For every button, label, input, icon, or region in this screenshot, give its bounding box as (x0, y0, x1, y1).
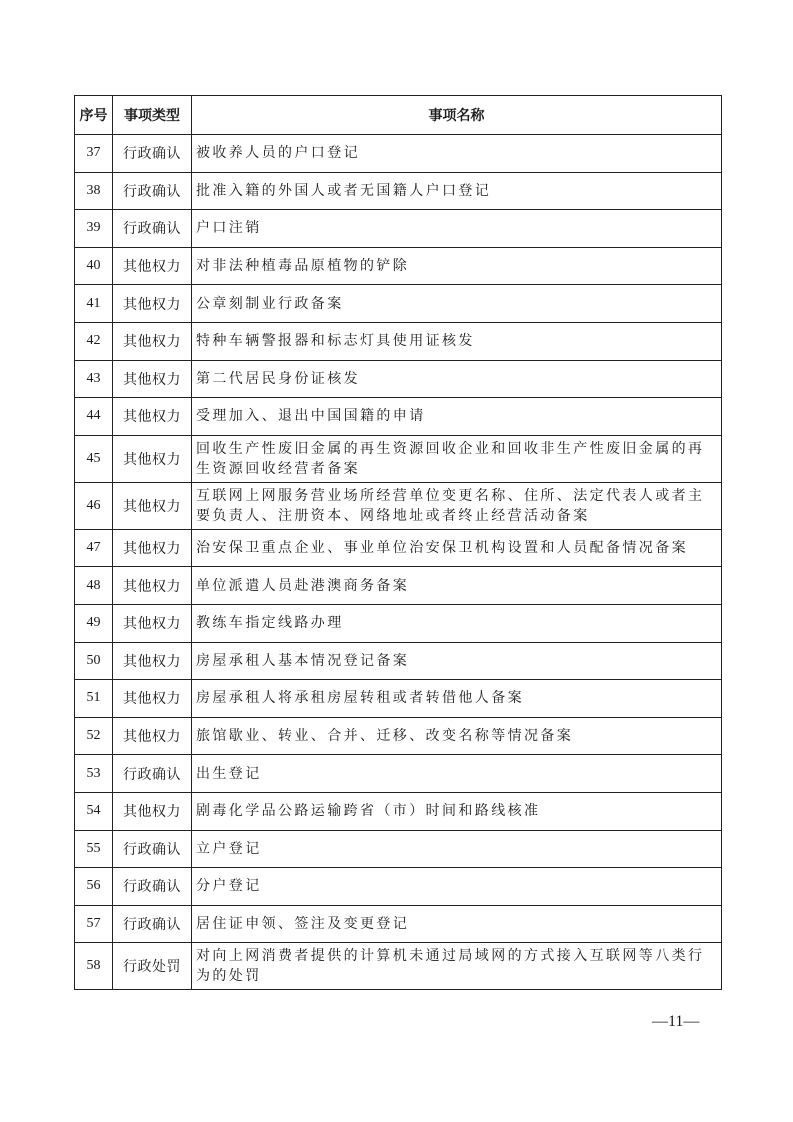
row-type: 行政确认 (113, 135, 192, 173)
table-row (75, 905, 722, 943)
row-number: 49 (75, 604, 113, 642)
table-row (75, 529, 722, 567)
table-row (75, 322, 722, 360)
table-row (75, 868, 722, 906)
row-type: 其他权力 (113, 604, 192, 642)
row-number: 50 (75, 642, 113, 680)
row-name: 特种车辆警报器和标志灯具使用证核发 (192, 322, 722, 360)
header-no: 序号 (75, 96, 113, 135)
row-name: 回收生产性废旧金属的再生资源回收企业和回收非生产性废旧金属的再生资源回收经营者备案 (192, 435, 722, 482)
row-type: 其他权力 (113, 360, 192, 398)
row-type: 其他权力 (113, 717, 192, 755)
table-row (75, 792, 722, 830)
row-type: 行政确认 (113, 905, 192, 943)
row-type: 其他权力 (113, 529, 192, 567)
row-number: 58 (75, 943, 113, 990)
table-row (75, 247, 722, 285)
row-number: 37 (75, 135, 113, 173)
row-type: 其他权力 (113, 322, 192, 360)
row-name: 剧毒化学品公路运输跨省（市）时间和路线核准 (192, 792, 722, 830)
row-number: 40 (75, 247, 113, 285)
row-number: 53 (75, 755, 113, 793)
header-row (75, 96, 722, 135)
table-row (75, 755, 722, 793)
table-body (75, 135, 722, 990)
row-type: 行政确认 (113, 172, 192, 210)
row-number: 57 (75, 905, 113, 943)
row-number: 52 (75, 717, 113, 755)
row-name: 互联网上网服务营业场所经营单位变更名称、住所、法定代表人或者主要负责人、注册资本、网络地址或者终止经营活动备案 (192, 482, 722, 529)
table-row (75, 398, 722, 436)
row-number: 43 (75, 360, 113, 398)
row-name: 出生登记 (192, 755, 722, 793)
table-row (75, 604, 722, 642)
row-type: 其他权力 (113, 567, 192, 605)
row-name: 对非法种植毒品原植物的铲除 (192, 247, 722, 285)
row-name: 房屋承租人基本情况登记备案 (192, 642, 722, 680)
row-name: 被收养人员的户口登记 (192, 135, 722, 173)
row-number: 41 (75, 285, 113, 323)
row-name: 居住证申领、签注及变更登记 (192, 905, 722, 943)
row-number: 38 (75, 172, 113, 210)
row-type: 其他权力 (113, 398, 192, 436)
row-number: 42 (75, 322, 113, 360)
row-name: 旅馆歇业、转业、合并、迁移、改变名称等情况备案 (192, 717, 722, 755)
row-type: 行政确认 (113, 755, 192, 793)
table-row (75, 567, 722, 605)
row-type: 其他权力 (113, 482, 192, 529)
row-number: 48 (75, 567, 113, 605)
row-type: 行政确认 (113, 830, 192, 868)
row-type: 其他权力 (113, 680, 192, 718)
row-name: 对向上网消费者提供的计算机未通过局域网的方式接入互联网等八类行为的处罚 (192, 943, 722, 990)
row-name: 房屋承租人将承租房屋转租或者转借他人备案 (192, 680, 722, 718)
row-name: 第二代居民身份证核发 (192, 360, 722, 398)
row-number: 56 (75, 868, 113, 906)
row-name: 公章刻制业行政备案 (192, 285, 722, 323)
row-number: 39 (75, 210, 113, 248)
row-number: 51 (75, 680, 113, 718)
table-row (75, 172, 722, 210)
row-number: 47 (75, 529, 113, 567)
row-name: 批准入籍的外国人或者无国籍人户口登记 (192, 172, 722, 210)
row-name: 立户登记 (192, 830, 722, 868)
table-row (75, 360, 722, 398)
table-row (75, 135, 722, 173)
header-name: 事项名称 (192, 96, 722, 135)
row-type: 其他权力 (113, 435, 192, 482)
header-type: 事项类型 (113, 96, 192, 135)
row-number: 54 (75, 792, 113, 830)
table-row (75, 435, 722, 482)
row-number: 55 (75, 830, 113, 868)
table-row (75, 943, 722, 990)
table-row (75, 642, 722, 680)
row-number: 44 (75, 398, 113, 436)
row-type: 其他权力 (113, 642, 192, 680)
table-row (75, 482, 722, 529)
row-type: 其他权力 (113, 247, 192, 285)
row-type: 行政确认 (113, 210, 192, 248)
table-row (75, 210, 722, 248)
table-row (75, 717, 722, 755)
table-row (75, 285, 722, 323)
items-table (74, 95, 722, 990)
table-row (75, 830, 722, 868)
row-type: 行政确认 (113, 868, 192, 906)
table-row (75, 680, 722, 718)
row-name: 单位派遣人员赴港澳商务备案 (192, 567, 722, 605)
row-name: 教练车指定线路办理 (192, 604, 722, 642)
row-type: 其他权力 (113, 285, 192, 323)
row-number: 46 (75, 482, 113, 529)
row-name: 户口注销 (192, 210, 722, 248)
row-name: 受理加入、退出中国国籍的申请 (192, 398, 722, 436)
row-number: 45 (75, 435, 113, 482)
row-name: 治安保卫重点企业、事业单位治安保卫机构设置和人员配备情况备案 (192, 529, 722, 567)
page-number: —11— (652, 1013, 700, 1030)
row-type: 其他权力 (113, 792, 192, 830)
row-type: 行政处罚 (113, 943, 192, 990)
row-name: 分户登记 (192, 868, 722, 906)
